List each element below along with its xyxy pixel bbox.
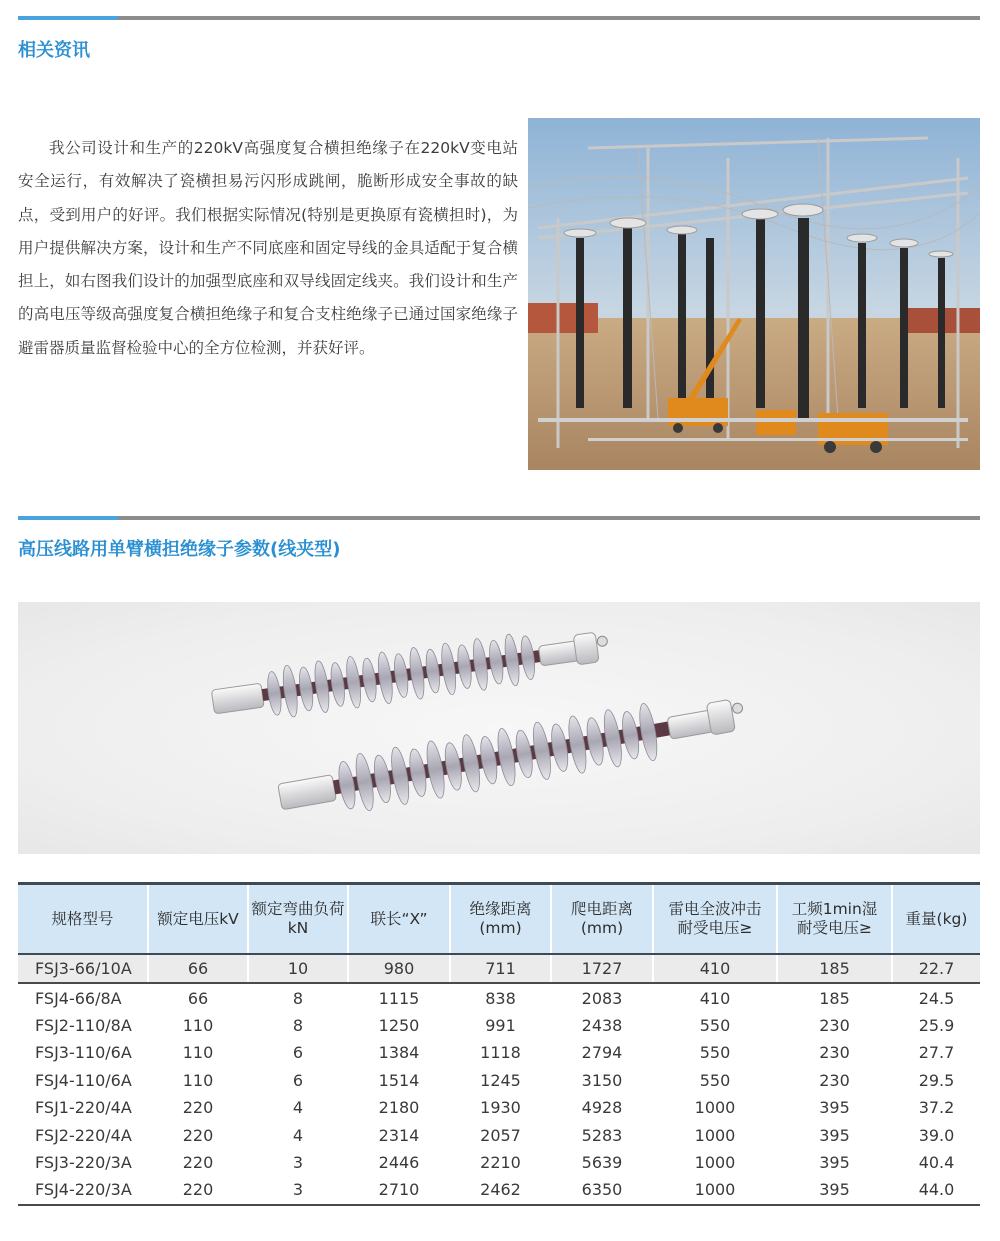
- table-cell: 66: [148, 954, 248, 983]
- table-row: [18, 1176, 980, 1204]
- table-cell: 2210: [450, 1149, 551, 1176]
- table-cell: 220: [148, 1094, 248, 1121]
- table-cell: FSJ3-66/10A: [18, 954, 148, 983]
- table-cell: 395: [777, 1094, 892, 1121]
- table-cell: 550: [653, 1039, 777, 1066]
- table-cell: 2794: [551, 1039, 653, 1066]
- table-cell: 3: [248, 1176, 348, 1204]
- table-cell: 1000: [653, 1176, 777, 1204]
- table-cell: 395: [777, 1149, 892, 1176]
- table-cell: 395: [777, 1121, 892, 1148]
- table-cell: 2446: [348, 1149, 450, 1176]
- table-cell: 66: [148, 983, 248, 1011]
- table-cell: 230: [777, 1067, 892, 1094]
- table-cell: 1727: [551, 954, 653, 983]
- table-row: [18, 954, 980, 983]
- table-cell: 4: [248, 1121, 348, 1148]
- table-cell: 6: [248, 1067, 348, 1094]
- table-row: [18, 1012, 980, 1039]
- table-cell: 10: [248, 954, 348, 983]
- table-cell: FSJ1-220/4A: [35, 1098, 132, 1118]
- table-cell: 230: [777, 1039, 892, 1066]
- table-cell: 1118: [450, 1039, 551, 1066]
- table-cell: 711: [450, 954, 551, 983]
- insulator-upper: [209, 621, 611, 728]
- substation-photo: [528, 118, 980, 470]
- table-cell: 1384: [348, 1039, 450, 1066]
- table-cell: 220: [148, 1121, 248, 1148]
- table-cell: 1000: [653, 1121, 777, 1148]
- table-cell: 110: [148, 1067, 248, 1094]
- table-cell: 1930: [450, 1094, 551, 1121]
- table-cell: FSJ2-110/8A: [35, 1015, 132, 1035]
- table-row: [18, 1121, 980, 1148]
- table-cell: 220: [148, 1176, 248, 1204]
- table-row: [18, 1149, 980, 1176]
- table-cell: 37.2: [892, 1094, 980, 1121]
- parameter-table: [18, 882, 980, 1206]
- table-cell: 2180: [348, 1094, 450, 1121]
- table-cell: 4928: [551, 1094, 653, 1121]
- table-cell: 5283: [551, 1121, 653, 1148]
- table-cell: 550: [653, 1067, 777, 1094]
- column-header: 绝缘距离 (mm): [450, 884, 551, 955]
- table-cell: 410: [653, 954, 777, 983]
- column-header: 额定电压kV: [148, 884, 248, 955]
- intro-paragraph: 我公司设计和生产的220kV高强度复合横担绝缘子在220kV变电站安全运行，有效解决了瓷横担易污闪形成跳闸，脆断形成安全事故的缺点，受到用户的好评。我们根据实际情况(特别是更换原有瓷横担时)，为用户提供解决方案，设计和生产不同底座和固定导线的金具适配于复合横担上，如右图我们设计的加强型底座和双导线固定线夹。我们设计和生产的高电压等级高强度复合横担绝缘子和复合支柱绝缘子已通过国家绝缘子避雷器质量监督检验中心的全方位检测，并获好评。: [18, 139, 518, 357]
- table-cell: FSJ2-220/4A: [35, 1125, 132, 1145]
- table-cell: 110: [148, 1039, 248, 1066]
- table-cell: 1000: [653, 1094, 777, 1121]
- table-cell: 40.4: [892, 1149, 980, 1176]
- table-cell: 110: [148, 1012, 248, 1039]
- table-cell: 39.0: [892, 1121, 980, 1148]
- table-header-row: [18, 884, 980, 955]
- table-cell: 29.5: [892, 1067, 980, 1094]
- table-cell: 410: [653, 983, 777, 1011]
- column-header: 联长“X”: [348, 884, 450, 955]
- table-cell: 2462: [450, 1176, 551, 1204]
- table-cell: 8: [248, 983, 348, 1011]
- table-cell: 2314: [348, 1121, 450, 1148]
- table-cell: 185: [777, 983, 892, 1011]
- section-title-news: 相关资讯: [18, 40, 90, 61]
- table-row: [18, 1039, 980, 1066]
- table-cell: 185: [777, 954, 892, 983]
- table-cell: 2057: [450, 1121, 551, 1148]
- section-divider: [18, 516, 980, 520]
- table-cell: 25.9: [892, 1012, 980, 1039]
- table-cell: 8: [248, 1012, 348, 1039]
- table-cell: 550: [653, 1012, 777, 1039]
- table-cell: 230: [777, 1012, 892, 1039]
- column-header: 重量(kg): [892, 884, 980, 955]
- table-cell: 991: [450, 1012, 551, 1039]
- table-cell: 27.7: [892, 1039, 980, 1066]
- table-cell: FSJ3-220/3A: [35, 1152, 132, 1172]
- table-cell: 3150: [551, 1067, 653, 1094]
- table-row: [18, 1094, 980, 1121]
- insulator-lower: [275, 687, 749, 826]
- column-header: 规格型号: [18, 884, 148, 955]
- column-header: 雷电全波冲击 耐受电压≥: [653, 884, 777, 955]
- table-cell: 2438: [551, 1012, 653, 1039]
- section-title-params: 高压线路用单臂横担绝缘子参数(线夹型): [18, 539, 341, 560]
- table-cell: 1115: [348, 983, 450, 1011]
- table-cell: 6: [248, 1039, 348, 1066]
- table-cell: FSJ3-110/6A: [35, 1043, 132, 1063]
- table-cell: 395: [777, 1176, 892, 1204]
- table-cell: 2083: [551, 983, 653, 1011]
- table-cell: 6350: [551, 1176, 653, 1204]
- table-cell: 3: [248, 1149, 348, 1176]
- table-cell: 24.5: [892, 983, 980, 1011]
- table-cell: 980: [348, 954, 450, 983]
- table-cell: 22.7: [892, 954, 980, 983]
- table-cell: 4: [248, 1094, 348, 1121]
- column-header: 爬电距离 (mm): [551, 884, 653, 955]
- table-cell: 2710: [348, 1176, 450, 1204]
- table-cell: 5639: [551, 1149, 653, 1176]
- column-header: 工频1min湿 耐受电压≥: [777, 884, 892, 955]
- table-cell: 838: [450, 983, 551, 1011]
- table-cell: 1250: [348, 1012, 450, 1039]
- table-cell: 220: [148, 1149, 248, 1176]
- table-row: [18, 1067, 980, 1094]
- table-cell: 1514: [348, 1067, 450, 1094]
- table-cell: FSJ4-220/3A: [18, 1176, 148, 1204]
- section-divider: [18, 16, 980, 20]
- table-cell: FSJ4-110/6A: [35, 1070, 132, 1090]
- table-cell: 1000: [653, 1149, 777, 1176]
- table-cell: FSJ4-66/8A: [35, 988, 122, 1008]
- table-cell: 44.0: [892, 1176, 980, 1204]
- product-image: [18, 602, 980, 854]
- table-cell: 1245: [450, 1067, 551, 1094]
- table-row: [18, 983, 980, 1011]
- column-header: 额定弯曲负荷 kN: [248, 884, 348, 955]
